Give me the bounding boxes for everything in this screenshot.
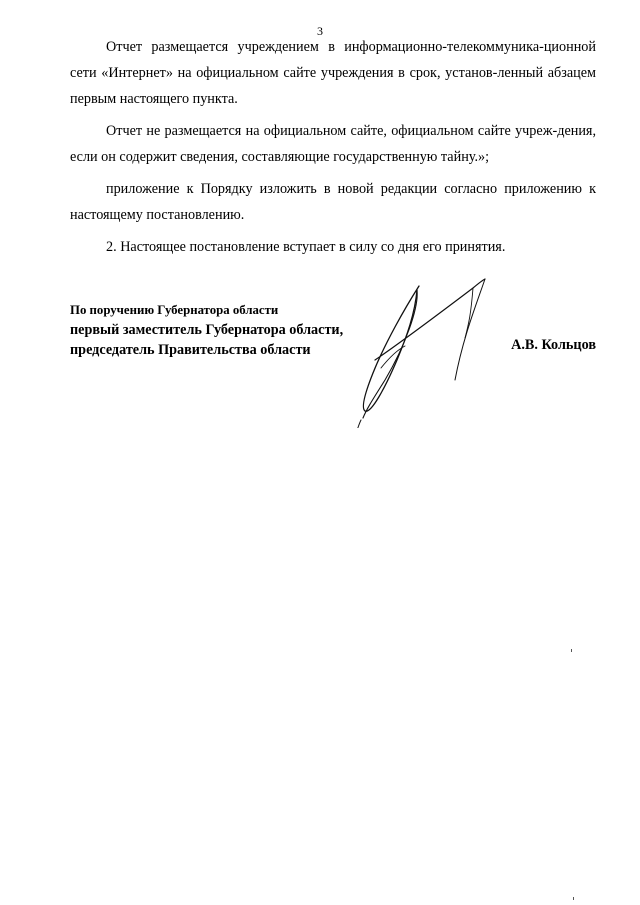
signature-line-title: председатель Правительства области (70, 342, 311, 358)
paragraph-report-restriction: Отчет не размещается на официальном сайте, официальном сайте учреж-дения, если он содержит сведения, составляющие государственную тайну.»; (70, 123, 596, 165)
scan-artifact-mark (573, 897, 574, 900)
signature-line-position: первый заместитель Губернатора области, (70, 322, 344, 338)
signature-line-authority: По поручению Губернатора области (70, 303, 279, 317)
paragraph-appendix-amendment: приложение к Порядку изложить в новой редакции согласно приложению к настоящему постановлению. (70, 181, 596, 223)
signer-name: А.В. Кольцов (511, 337, 596, 353)
signature-block (70, 303, 596, 359)
paragraph-report-placement: Отчет размещается учреждением в информационно-телекоммуника-ционной сети «Интернет» на официальном сайте учреждения в срок, установ-ленный абзацем первым настоящего пункта. (70, 39, 596, 107)
page-number: 3 (317, 24, 323, 38)
document-body (70, 34, 596, 266)
paragraph-effective-date: 2. Настоящее постановление вступает в силу со дня его принятия. (106, 239, 506, 255)
scan-artifact-mark (571, 649, 572, 652)
